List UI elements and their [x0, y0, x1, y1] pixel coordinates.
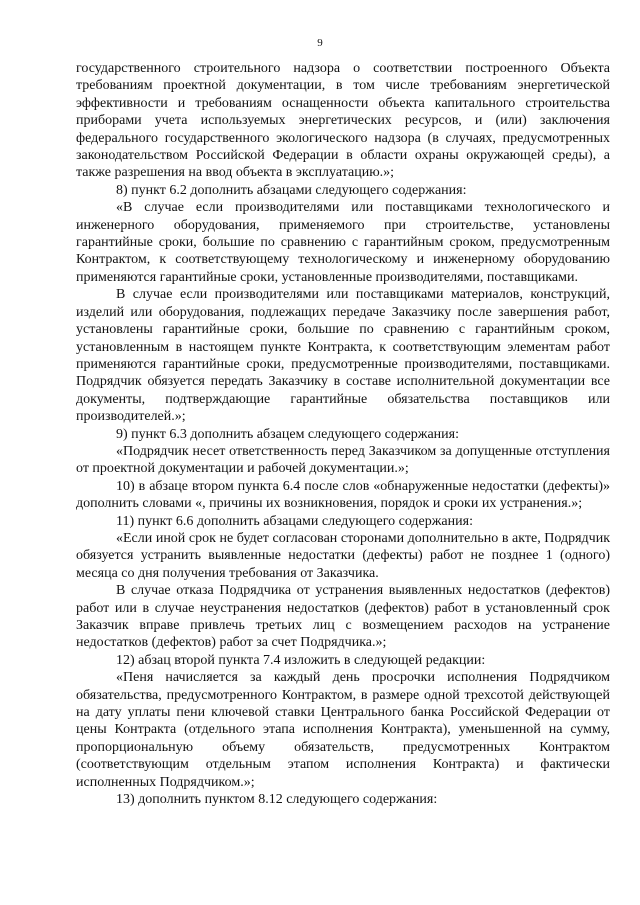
paragraph-quote: «Если иной срок не будет согласован сторонами дополнительно в акте, Подрядчик обязуется устранить выявленные недостатки (дефекты) работ не позднее 1 (одного) месяца со дня получения требования от Заказчика.	[76, 530, 610, 581]
paragraph-item-12: 12) абзац второй пункта 7.4 изложить в следующей редакции:	[116, 652, 486, 668]
paragraph-item-13: 13) дополнить пунктом 8.12 следующего содержания:	[116, 792, 438, 808]
page-number: 9	[317, 37, 323, 49]
document-body	[76, 60, 610, 808]
paragraph-quote: «Подрядчик несет ответственность перед Заказчиком за допущенные отступления от проектной документации и рабочей документации.»;	[76, 443, 610, 477]
paragraph-quote: В случае если производителями или поставщиками материалов, конструкций, изделий или оборудования, подлежащих передаче Заказчику после завершения работ, установлены гарантийные сроки, большие по сравнению с гарантийным сроком, установленным в настоящем пункте Контракта, к соответствующим элементам работ применяются гарантийные сроки, предусмотренные производителями, поставщиками. Подрядчик обязуется передать Заказчику в составе исполнительной документации все документы, подтверждающие гарантийные обязательства поставщиков или производителей.»;	[76, 287, 610, 425]
paragraph-item-11: 11) пункт 6.6 дополнить абзацами следующего содержания:	[116, 513, 473, 529]
paragraph-item-8: 8) пункт 6.2 дополнить абзацами следующего содержания:	[116, 182, 467, 198]
paragraph-quote: «В случае если производителями или поставщиками технологического и инженерного оборудования, применяемого при строительстве, установлены гарантийные сроки, большие по сравнению с гарантийным сроком, предусмотренным Контрактом, к соответствующему технологическому и инженерному оборудованию применяются гарантийные сроки, установленные производителями, поставщиками.	[76, 200, 610, 285]
paragraph-item-10: 10) в абзаце втором пункта 6.4 после слов «обнаруженные недостатки (дефекты)» дополнить словами «, причины их возникновения, порядок и сроки их устранения.»;	[76, 478, 610, 512]
paragraph-item-9: 9) пункт 6.3 дополнить абзацем следующего содержания:	[116, 426, 459, 442]
paragraph-continuation: государственного строительного надзора о соответствии построенного Объекта требованиям проектной документации, в том числе требованиям энергетической эффективности и требованиям оснащенности объекта капитального строительства приборами учета используемых энергетических ресурсов, и (или) заключения федерального государственного экологического надзора (в случаях, предусмотренных законодательством Российской Федерации в области охраны окружающей среды), а также разрешения на ввод объекта в эксплуатацию.»;	[76, 61, 610, 181]
paragraph-quote: «Пеня начисляется за каждый день просрочки исполнения Подрядчиком обязательства, предусмотренного Контрактом, в размере одной трехсотой действующей на дату уплаты пени ключевой ставки Центрального банка Российской Федерации от цены Контракта (отдельного этапа исполнения Контракта), уменьшенной на сумму, пропорциональную объему обязательств, предусмотренных Контрактом (соответствующим отдельным этапом исполнения Контракта) и фактически исполненных Подрядчиком.»;	[76, 670, 610, 790]
paragraph-quote: В случае отказа Подрядчика от устранения выявленных недостатков (дефектов) работ или в случае неустранения недостатков (дефектов) работ в установленный срок Заказчик вправе привлечь третьих лиц с возмещением расходов на устранение недостатков (дефектов) работ за счет Подрядчика.»;	[76, 583, 610, 651]
